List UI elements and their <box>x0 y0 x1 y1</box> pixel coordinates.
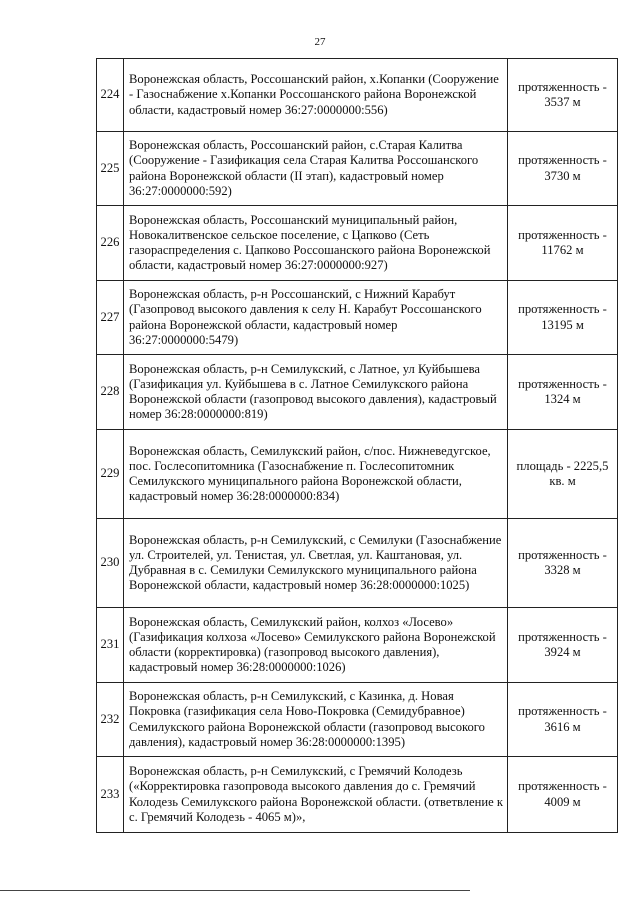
table-row <box>97 683 618 757</box>
row-description: Воронежская область, р-н Семилукский, с Латное, ул Куйбышева (Газификация ул. Куйбышева в с. Латное Семилукского района Воронежской области (газопровод высокого давления), кадастровый номер 36:28:0000000:819) <box>124 355 508 430</box>
table-row <box>97 206 618 281</box>
row-description: Воронежская область, Россошанский район, х.Копанки (Сооружение - Газоснабжение х.Копанки Россошанского района Воронежской области, кадастровый номер 36:27:0000000:556) <box>124 59 508 132</box>
row-number: 224 <box>97 59 124 132</box>
row-value: протяженность - 3616 м <box>508 683 618 757</box>
registry-table-body <box>97 59 618 833</box>
table-row <box>97 59 618 132</box>
row-description: Воронежская область, Россошанский район, с.Старая Калитва (Сооружение - Газификация села Старая Калитва Россошанского района Воронежской области (II этап), кадастровый номер 36:27:0000000:592) <box>124 132 508 206</box>
row-value: протяженность - 4009 м <box>508 757 618 833</box>
row-number: 229 <box>97 430 124 519</box>
row-description: Воронежская область, р-н Семилукский, с Гремячий Колодезь («Корректировка газопровода высокого давления до с. Гремячий Колодезь Семилукского района Воронежской области. (ответвление к с. Гремячий Колодезь - 4065 м)», <box>124 757 508 833</box>
row-value: протяженность - 3328 м <box>508 519 618 608</box>
row-value: протяженность - 1324 м <box>508 355 618 430</box>
row-description: Воронежская область, Семилукский район, колхоз «Лосево» (Газификация колхоза «Лосево» Семилукского района Воронежской области (корректировка) (газопровод высокого давления), кадастровый номер 36:28:0000000:1026) <box>124 608 508 683</box>
table-row <box>97 132 618 206</box>
registry-table <box>96 58 618 833</box>
row-description: Воронежская область, Россошанский муниципальный район, Новокалитвенское сельское поселение, с Цапково (Сеть газораспределения с. Цапково Россошанского района Воронежской области, кадастровый номер 36:27:0000000:927) <box>124 206 508 281</box>
row-number: 227 <box>97 281 124 355</box>
row-number: 233 <box>97 757 124 833</box>
row-number: 232 <box>97 683 124 757</box>
row-value: протяженность - 11762 м <box>508 206 618 281</box>
row-value: протяженность - 13195 м <box>508 281 618 355</box>
row-value: протяженность - 3537 м <box>508 59 618 132</box>
row-description: Воронежская область, р-н Россошанский, с Нижний Карабут (Газопровод высокого давления к селу Н. Карабут Россошанского района Воронежской области, кадастровый номер 36:27:0000000:5479) <box>124 281 508 355</box>
table-row <box>97 355 618 430</box>
row-number: 226 <box>97 206 124 281</box>
footer-divider <box>0 890 470 891</box>
page-number: 27 <box>314 36 326 48</box>
row-value: площадь - 2225,5 кв. м <box>508 430 618 519</box>
row-number: 228 <box>97 355 124 430</box>
row-description: Воронежская область, р-н Семилукский, с Семилуки (Газоснабжение ул. Строителей, ул. Тенистая, ул. Светлая, ул. Каштановая, ул. Дубравная в с. Семилуки Семилукского муниципального района Воронежской области, кадастровый номер 36:28:0000000:1025) <box>124 519 508 608</box>
table-row <box>97 608 618 683</box>
table-row <box>97 757 618 833</box>
table-row <box>97 519 618 608</box>
table-row <box>97 430 618 519</box>
row-value: протяженность - 3924 м <box>508 608 618 683</box>
row-value: протяженность - 3730 м <box>508 132 618 206</box>
row-description: Воронежская область, Семилукский район, с/пос. Нижневедугское, пос. Гослесопитомника (Газоснабжение п. Гослесопитомник Семилукского муниципального района Воронежской области, кадастровый номер 36:28:0000000:834) <box>124 430 508 519</box>
row-number: 225 <box>97 132 124 206</box>
row-number: 231 <box>97 608 124 683</box>
table-row <box>97 281 618 355</box>
row-number: 230 <box>97 519 124 608</box>
row-description: Воронежская область, р-н Семилукский, с Казинка, д. Новая Покровка (газификация села Ново-Покровка (Семидубравное) Семилукского района Воронежской области (газопровод высокого давления), кадастровый номер 36:28:0000000:1395) <box>124 683 508 757</box>
